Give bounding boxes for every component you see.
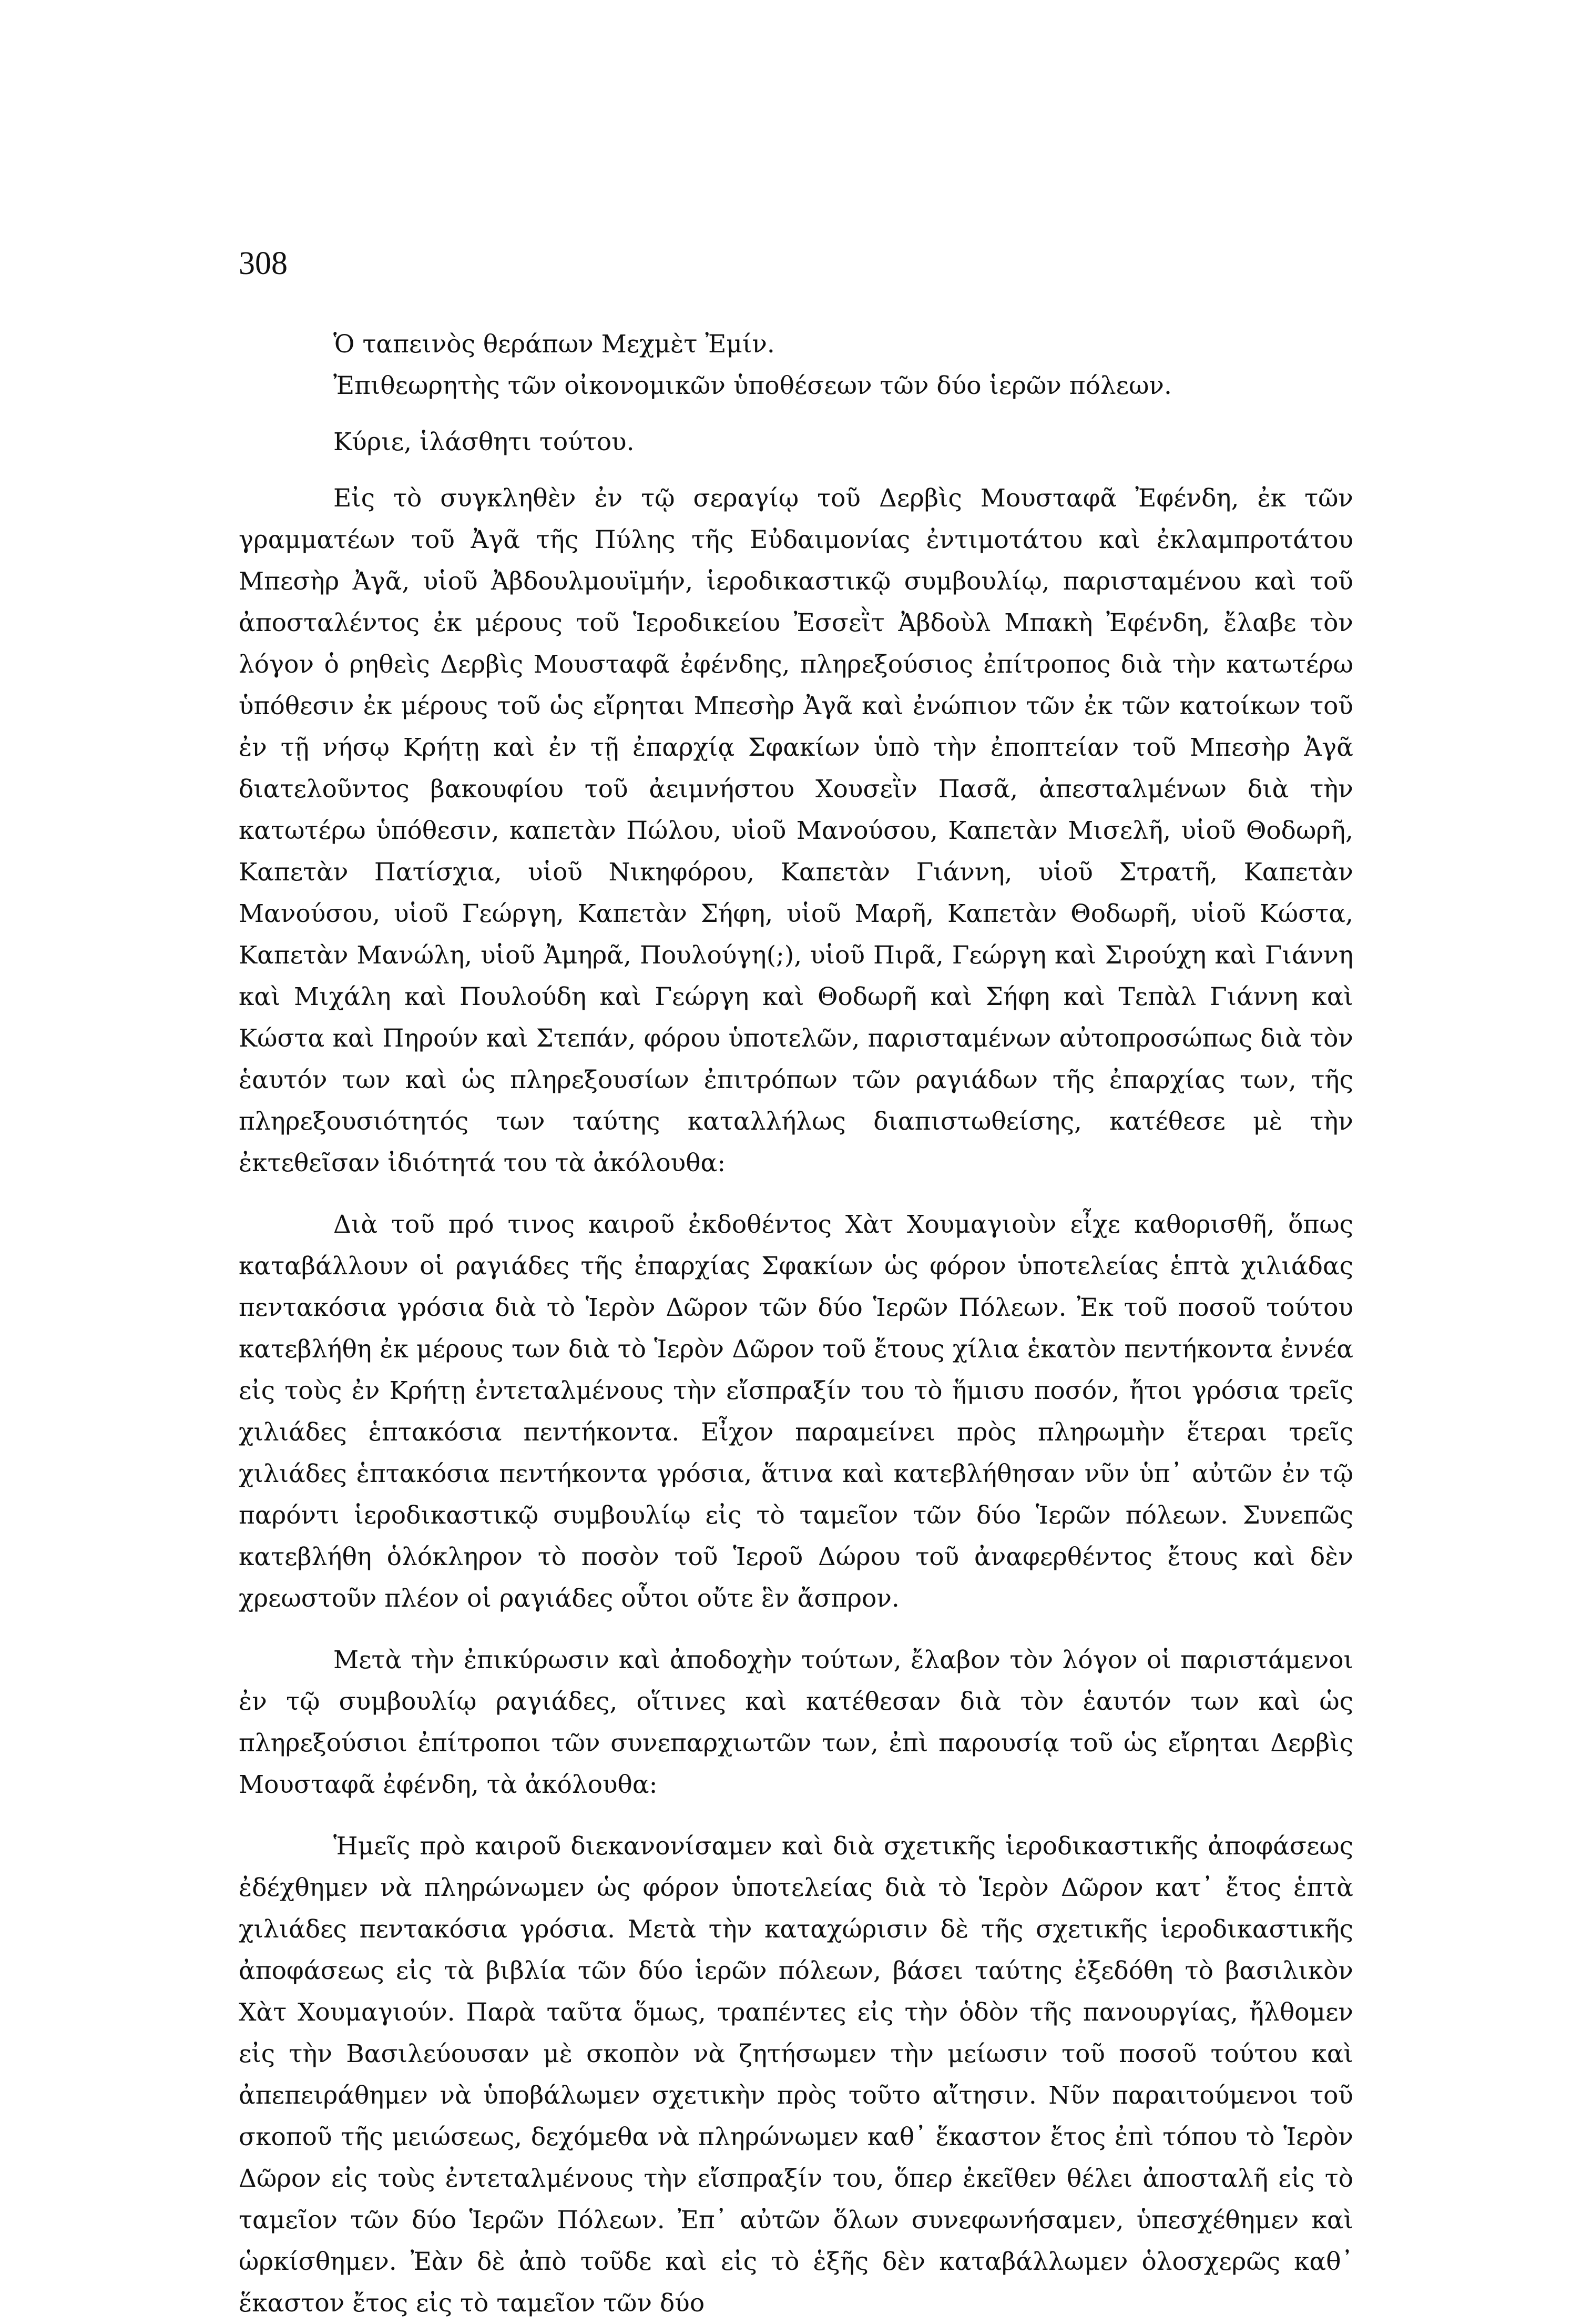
invocation-line: Κύριε, ἱλάσθητι τούτου.	[333, 428, 635, 456]
paragraph-1: Εἰς τὸ συγκληθὲν ἐν τῷ σεραγίῳ τοῦ Δερβὶς Μουσταφᾶ Ἐφένδη, ἐκ τῶν γραμματέων τοῦ Ἀγᾶ τῆς Πύλης τῆς Εὐδαιμονίας ἐντιμοτάτου καὶ ἐκλαμπροτάτου Μπεσὴρ Ἀγᾶ, υἱοῦ Ἀβδουλμουϊμήν, ἱεροδικαστικῷ συμβουλίῳ, παρισταμένου καὶ τοῦ ἀποσταλέντος ἐκ μέρους τοῦ Ἱεροδικείου Ἐσσεῒτ Ἀβδοὺλ Μπακὴ Ἐφένδη, ἔλαβε τὸν λόγον ὁ ρηθεὶς Δερβὶς Μουσταφᾶ ἐφένδης, πληρεξούσιος ἐπίτροπος διὰ τὴν κατωτέρω ὑπόθεσιν ἐκ μέρους τοῦ ὡς εἴρηται Μπεσὴρ Ἀγᾶ καὶ ἐνώπιον τῶν ἐκ τῶν κατοίκων τοῦ ἐν τῇ νήσῳ Κρήτῃ καὶ ἐν τῇ ἐπαρχίᾳ Σφακίων ὑπὸ τὴν ἐποπτείαν τοῦ Μπεσὴρ Ἀγᾶ διατελοῦντος βακουφίου τοῦ ἀειμνήστου Χουσεῒν Πασᾶ, ἀπεσταλμένων διὰ τὴν κατωτέρω ὑπόθεσιν, καπετὰν Πώλου, υἱοῦ Μανούσου, Καπετὰν Μισελῆ, υἱοῦ Θοδωρῆ, Καπετὰν Πατίσχια, υἱοῦ Νικηφόρου, Καπετὰν Γιάννη, υἱοῦ Στρατῆ, Καπετὰν Μανούσου, υἱοῦ Γεώργη, Καπετὰν Σήφη, υἱοῦ Μαρῆ, Καπετὰν Θοδωρῆ, υἱοῦ Κώστα, Καπετὰν Μανώλη, υἱοῦ Ἀμηρᾶ, Πουλούγη(;), υἱοῦ Πιρᾶ, Γεώργη καὶ Σιρούχη καὶ Γιάννη καὶ Μιχάλη καὶ Πουλούδη καὶ Γεώργη καὶ Θοδωρῆ καὶ Σήφη καὶ Τεπὰλ Γιάννη καὶ Κώστα καὶ Πηρούν καὶ Στεπάν, φόρου ὑποτελῶν, παρισταμένων αὐτοπροσώπως διὰ τὸν ἑαυτόν των καὶ ὡς πληρεξουσίων ἐπιτρόπων τῶν ραγιάδων τῆς ἐπαρχίας των, τῆς πληρεξουσιότητός των ταύτης καταλλήλως διαπιστωθείσης, κατέθεσε μὲ τὴν ἐκτεθεῖσαν ἰδιότητά του τὰ ἀκόλουθα:	[239, 484, 1353, 1178]
paragraph-3: Μετὰ τὴν ἐπικύρωσιν καὶ ἀποδοχὴν τούτων, ἔλαβον τὸν λόγον οἱ παριστάμενοι ἐν τῷ συμβουλίῳ ραγιάδες, οἵτινες καὶ κατέθεσαν διὰ τὸν ἑαυτόν των καὶ ὡς πληρεξούσιοι ἐπίτροποι τῶν συνεπαρχιωτῶν των, ἐπὶ παρουσίᾳ τοῦ ὡς εἴρηται Δερβὶς Μουσταφᾶ ἐφένδη, τὰ ἀκόλουθα:	[239, 1646, 1353, 1799]
signature-title-line: Ἐπιθεωρητὴς τῶν οἰκονομικῶν ὑποθέσεων τῶν δύο ἱερῶν πόλεων.	[333, 371, 1172, 400]
signature-line: Ὁ ταπεινὸς θεράπων Μεχμὲτ Ἐμίν.	[333, 330, 775, 359]
body-text	[239, 323, 1353, 2324]
paragraph-4: Ἡμεῖς πρὸ καιροῦ διεκανονίσαμεν καὶ διὰ σχετικῆς ἱεροδικαστικῆς ἀποφάσεως ἐδέχθημεν νὰ πληρώνωμεν ὡς φόρον ὑποτελείας διὰ τὸ Ἱερὸν Δῶρον κατ᾽ ἔτος ἑπτὰ χιλιάδες πεντακόσια γρόσια. Μετὰ τὴν καταχώρισιν δὲ τῆς σχετικῆς ἱεροδικαστικῆς ἀποφάσεως εἰς τὰ βιβλία τῶν δύο ἱερῶν πόλεων, βάσει ταύτης ἐξεδόθη τὸ βασιλικὸν Χὰτ Χουμαγιούν. Παρὰ ταῦτα ὅμως, τραπέντες εἰς τὴν ὁδὸν τῆς πανουργίας, ἤλθομεν εἰς τὴν Βασιλεύουσαν μὲ σκοπὸν νὰ ζητήσωμεν τὴν μείωσιν τοῦ ποσοῦ τούτου καὶ ἀπεπειράθημεν νὰ ὑποβάλωμεν σχετικὴν πρὸς τοῦτο αἴτησιν. Νῦν παραιτούμενοι τοῦ σκοποῦ τῆς μειώσεως, δεχόμεθα νὰ πληρώνωμεν καθ᾽ ἕκαστον ἔτος ἐπὶ τόπου τὸ Ἱερὸν Δῶρον εἰς τοὺς ἐντεταλμένους τὴν εἴσπραξίν του, ὅπερ ἐκεῖθεν θέλει ἀποσταλῆ εἰς τὸ ταμεῖον τῶν δύο Ἱερῶν Πόλεων. Ἐπ᾽ αὐτῶν ὅλων συνεφωνήσαμεν, ὑπεσχέθημεν καὶ ὡρκίσθημεν. Ἐὰν δὲ ἀπὸ τοῦδε καὶ εἰς τὸ ἑξῆς δὲν καταβάλλωμεν ὁλοσχερῶς καθ᾽ ἕκαστον ἔτος εἰς τὸ ταμεῖον τῶν δύο	[239, 1832, 1353, 2318]
paragraph-2: Διὰ τοῦ πρό τινος καιροῦ ἐκδοθέντος Χὰτ Χουμαγιοὺν εἶχε καθορισθῆ, ὅπως καταβάλλουν οἱ ραγιάδες τῆς ἐπαρχίας Σφακίων ὡς φόρον ὑποτελείας ἑπτὰ χιλιάδας πεντακόσια γρόσια διὰ τὸ Ἱερὸν Δῶρον τῶν δύο Ἱερῶν Πόλεων. Ἐκ τοῦ ποσοῦ τούτου κατεβλήθη ἐκ μέρους των διὰ τὸ Ἱερὸν Δῶρον τοῦ ἔτους χίλια ἑκατὸν πεντήκοντα ἐννέα εἰς τοὺς ἐν Κρήτῃ ἐντεταλμένους τὴν εἴσπραξίν του τὸ ἥμισυ ποσόν, ἤτοι γρόσια τρεῖς χιλιάδες ἑπτακόσια πεντήκοντα. Εἶχον παραμείνει πρὸς πληρωμὴν ἕτεραι τρεῖς χιλιάδες ἑπτακόσια πεντήκοντα γρόσια, ἅτινα καὶ κατεβλήθησαν νῦν ὑπ᾽ αὐτῶν ἐν τῷ παρόντι ἱεροδικαστικῷ συμβουλίῳ εἰς τὸ ταμεῖον τῶν δύο Ἱερῶν πόλεων. Συνεπῶς κατεβλήθη ὁλόκληρον τὸ ποσὸν τοῦ Ἱεροῦ Δώρου τοῦ ἀναφερθέντος ἔτους καὶ δὲν χρεωστοῦν πλέον οἱ ραγιάδες οὗτοι οὔτε ἓν ἄσπρον.	[239, 1210, 1353, 1613]
page-number: 308	[239, 246, 288, 281]
